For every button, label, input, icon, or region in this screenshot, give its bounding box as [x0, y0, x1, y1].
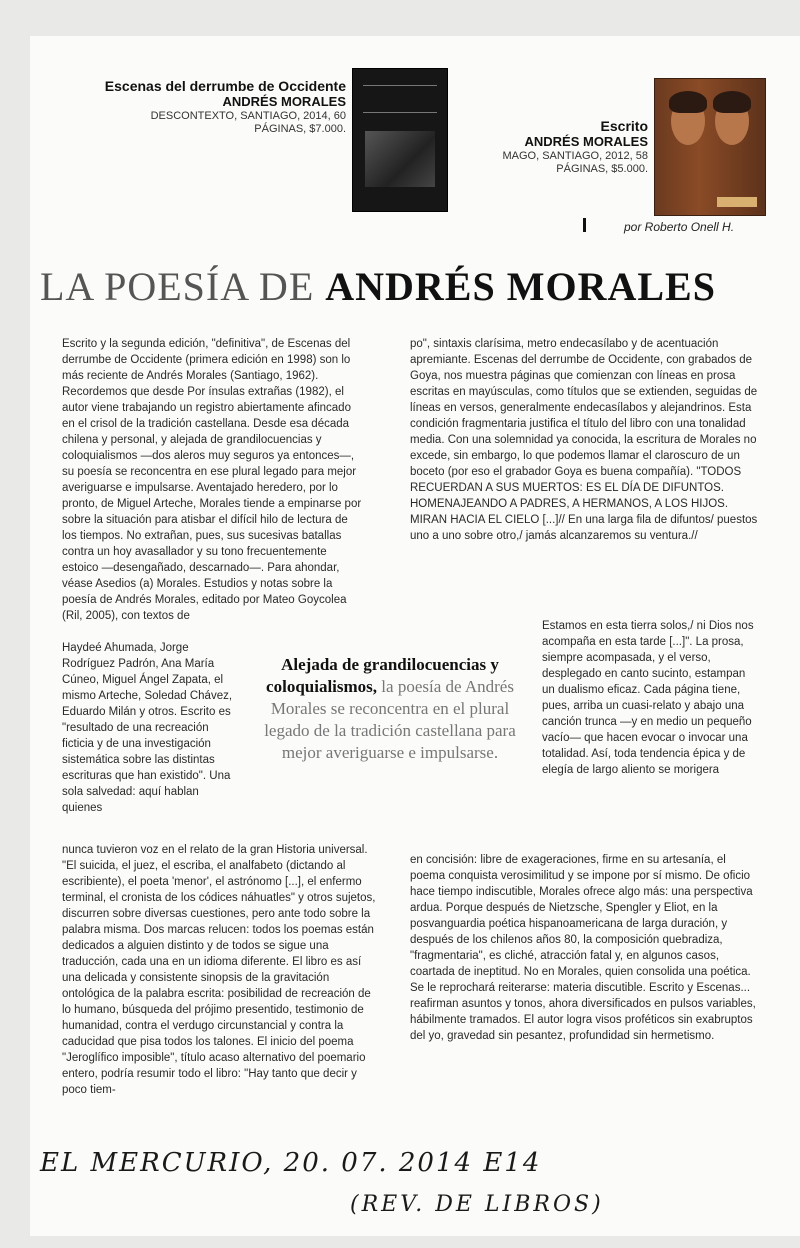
- body-text: en concisión: libre de exageraciones, firme en su artesanía, el poema conquista verosimilitud y se impone por sí mismo. De oficio hace tiempo indiscutible, Morales ofrece algo más: una perspectiva ardua. Porque después de Nietzsche, Spengler y Eliot, en la posvanguardia poética hispanoamericana de larga duración, y después de los chilenos años 80, la composición quebradiza, "fragmentaria", es cliché, atracción fatal y, en algunos casos, coartada de ineptitud. No en Morales, quien consolida una poética. Se le reprochará reiterarse: materia discutible. Escrito y Escenas... reafirman asuntos y tonos, ahora diversificados en pulsos variables, hábilmente tramados. El autor logra visos proféticos sin exabruptos del yo, gravedad sin pesantez, profundidad sin hermetismo.: [410, 854, 756, 1042]
- book-cover-escrito: [654, 78, 766, 216]
- byline: por Roberto Onell H.: [624, 220, 735, 234]
- body-text: nunca tuvieron voz en el relato de la gran Historia universal. "El suicida, el juez, el escriba, el analfabeto (dictando al escribiente), el poeta 'menor', el astrónomo [...], el enfermo terminal, el cronista de los códices náhuatles" y otros sujetos, discurren sobre diversas cuestiones, pero ante todo sobre la palabra misma. Dos marcas relucen: todos los poemas están dedicados a alguien distinto y de todos se sigue una traducción, cada una en un idioma diferente. El libro es así una delicada y consistente sinopsis de la gravitación ontológica de la palabra escrita: posibilidad de recreación de lo humano, búsqueda del prójimo presentido, testimonio de humanidad, contra el verdugo circunstancial y contra la caducidad que pisa todos los talones. El inicio del poema "Jeroglífico imposible", título acaso alternativo del poemario entero, podría resumir todo el libro: "Hay tanto que decir y poco tiem-: [62, 844, 376, 1096]
- book-info-escenas: [96, 78, 346, 136]
- book-author: ANDRÉS MORALES: [222, 94, 346, 109]
- column-1-bottom: [62, 842, 382, 1098]
- handwritten-section: (REV. DE LIBROS): [350, 1192, 604, 1217]
- body-text: Estamos en esta tierra solos,/ ni Dios nos acompaña en esta tarde [...]". La prosa, siempre acompasada, y el verso, desplegado en canto sucinto, estampan un dualismo eficaz. Cada página tiene, pues, arriba un cuasi-relato y abajo una canción trunca —y en medio un pequeño vacío— que hacen evocar o invocar una totalidad. Así, toda tendencia épica y de elegía de largo aliento se morigera: [542, 620, 754, 776]
- headline: [40, 264, 770, 310]
- byline-rule: [583, 218, 586, 232]
- book-author: ANDRÉS MORALES: [524, 134, 648, 149]
- pull-quote-bold: Alejada de grandilocuencias y coloquialismos,: [266, 655, 499, 696]
- book-info-escrito: [478, 118, 648, 176]
- column-1-top: [62, 336, 362, 624]
- book-cover-escenas: [352, 68, 448, 212]
- body-text: po", sintaxis clarísima, metro endecasílabo y de acentuación apremiante. Escenas del derrumbe de Occidente, con grabados de Goya, nos muestra páginas que comienzan con líneas en prosa escritas en mayúsculas, como títulos que se extienden, seguidas de líneas en versos, generalmente endecasílabos y alejandrinos. Esta condición fragmentaria justifica el título del libro con una tonalidad media. Con una solemnidad ya conocida, la escritura de Morales no excede, sin embargo, lo que podemos llamar el claroscuro de un boceto (por eso el grabador Goya es buena compañía). "TODOS RECUERDAN A SUS MUERTOS: ES EL DÍA DE DIFUNTOS. HOMENAJEANDO A PADRES, A HERMANOS, A LOS HIJOS. MIRAN HACIA EL CIELO [...]// En una larga fila de difuntos/ puestos uno a uno sobre otro,/ jamás alcanzaremos su ventura.//: [410, 338, 758, 542]
- book-title: Escenas del derrumbe de Occidente: [104, 78, 346, 94]
- book-publisher: DESCONTEXTO, SANTIAGO, 2014, 60 PÁGINAS, $7.000.: [150, 110, 346, 135]
- column-2-top: [410, 336, 760, 544]
- pull-quote: [250, 654, 530, 764]
- book-publisher: MAGO, SANTIAGO, 2012, 58 PÁGINAS, $5.000.: [502, 150, 648, 175]
- headline-part1: LA POESÍA DE: [40, 264, 326, 309]
- headline-part2: ANDRÉS MORALES: [325, 264, 716, 309]
- column-2-narrow: [542, 618, 758, 778]
- handwritten-source: EL MERCURIO, 20. 07. 2014 E14: [40, 1148, 542, 1178]
- column-1-narrow: [62, 640, 240, 816]
- book-title: Escrito: [600, 118, 648, 134]
- column-2-bottom: [410, 852, 760, 1044]
- body-text: Escrito y la segunda edición, "definitiva", de Escenas del derrumbe de Occidente (primera edición en 1998) son lo más reciente de Andrés Morales (Santiago, 1962). Recordemos que desde Por ínsulas extrañas (1982), el autor viene trabajando un registro abiertamente afincado en el crisol de la tradición castellana. Desde esa década chilena y personal, y alejada de grandilocuencias y coloquialismos —dos aleros muy seguros ya entonces—, su poesía se reconcentra en ese plural legado para mejor averiguarse e impulsarse. Aventajado heredero, por lo pronto, de Miguel Arteche, Morales tiende a empinarse por sobre la situación para atisbar el difícil hilo de lectura de los tiempos. No extrañan, pues, sus sucesivas batallas contra un hoy avasallador y su tono frecuentemente estoico —desengañado, descarnado—. Para ahondar, véase Asedios (a) Morales. Estudios y notas sobre la poesía de Andrés Morales, editado por Mateo Goycolea (Ril, 2005), con textos de: [62, 338, 362, 622]
- pull-quote-text: la poesía de Andrés Morales se reconcentra en el plural legado de la tradición castellana para mejor averiguarse e impulsarse.: [264, 677, 516, 762]
- body-text: Haydeé Ahumada, Jorge Rodríguez Padrón, Ana María Cúneo, Miguel Ángel Zapata, el mismo Arteche, Soledad Chávez, Eduardo Milán y otros. Escrito es "resultado de una recreación ficticia y de una investigación sistemática sobre las distintas escrituras que han existido". Una sola salvedad: aquí hablan quienes: [62, 642, 233, 814]
